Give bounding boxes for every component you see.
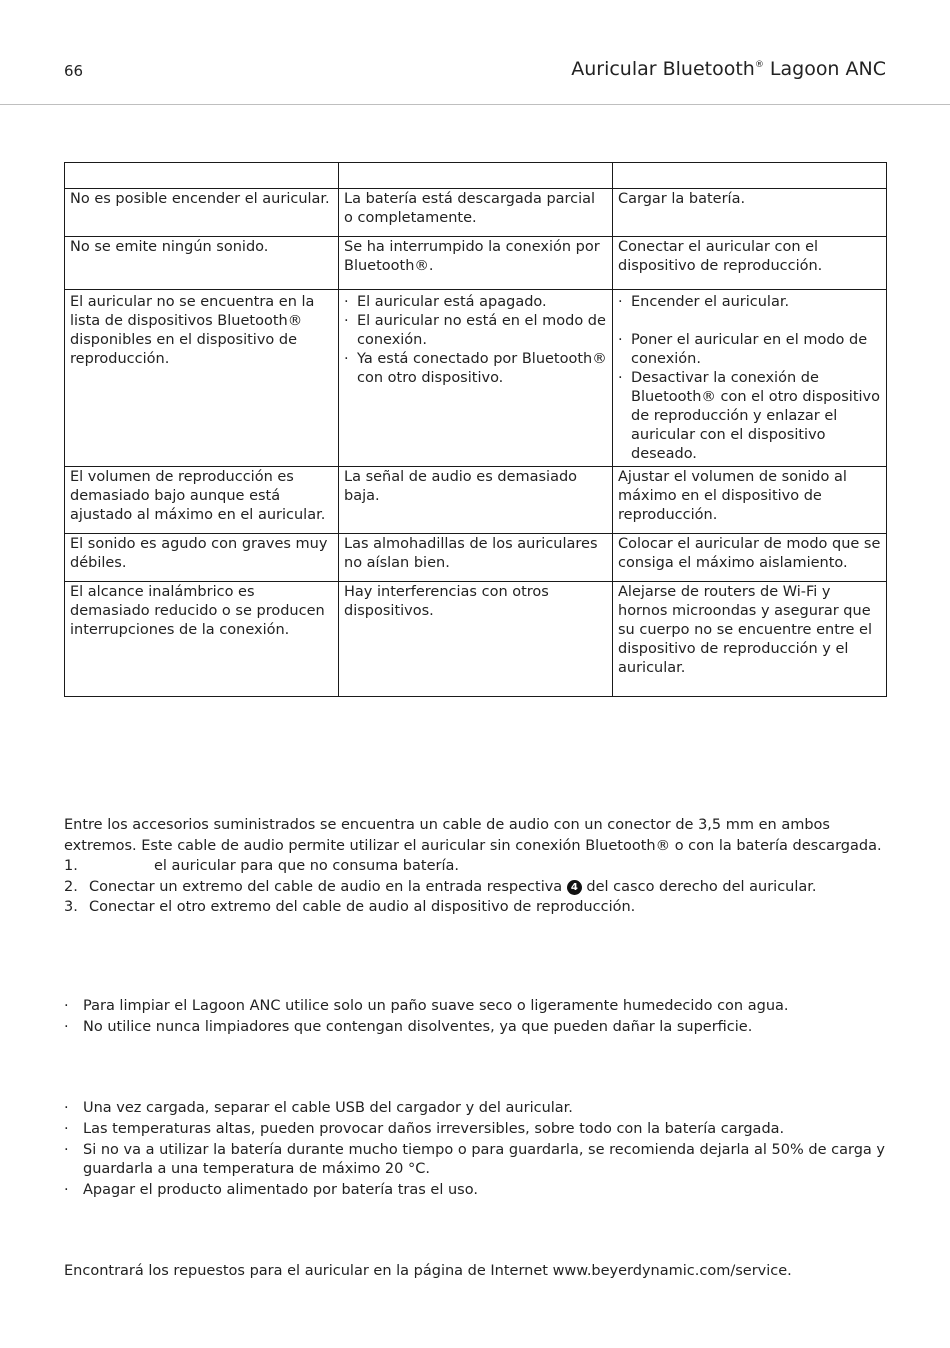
list-item: · Encender el auricular. — [618, 293, 881, 312]
header-cell-solution — [613, 163, 887, 189]
list-item: · Una vez cargada, separar el cable USB del cargador y del auricular. — [64, 1099, 886, 1118]
solution-cell: Ajustar el volumen de sonido al máximo en el dispositivo de reproducción. — [613, 467, 887, 534]
list-item: · No utilice nunca limpiadores que contengan disolventes, ya que pueden dañar la superficie. — [64, 1018, 886, 1037]
solution-list — [618, 293, 881, 464]
step-text: Conectar el otro extremo del cable de audio al dispositivo de reproducción. — [89, 899, 636, 915]
cleaning-list — [64, 997, 886, 1037]
step-text: Conectar un extremo del cable de audio en la entrada respectiva — [89, 878, 563, 895]
cause-cell: La señal de audio es demasiado baja. — [339, 467, 613, 534]
connector-number-badge: 4 — [567, 880, 582, 895]
audio-cable-intro: Entre los accesorios suministrados se encuentra un cable de audio con un conector de 3,5 mm en ambos extremos. Este cable de audio permite utilizar el auricular sin conexión Bluetooth® o con la batería descargada. — [64, 817, 882, 854]
header-cell-cause — [339, 163, 613, 189]
list-item: · Poner el auricular en el modo de conexión. — [618, 331, 881, 369]
solution-cell: Colocar el auricular de modo que se consiga el máximo aislamiento. — [613, 534, 887, 582]
step-text: el auricular para que no consuma batería. — [154, 858, 459, 874]
document-title-model: Lagoon ANC — [763, 58, 886, 80]
cause-cell: Se ha interrumpido la conexión por Bluetooth®. — [339, 237, 613, 290]
list-item — [64, 897, 886, 918]
step-number: 1. — [64, 858, 78, 874]
table-row — [65, 237, 887, 290]
spare-parts-section — [64, 1262, 886, 1281]
cause-cell — [339, 290, 613, 467]
problem-cell: El alcance inalámbrico es demasiado reducido o se producen interrupciones de la conexión. — [65, 582, 339, 697]
problem-cell: El volumen de reproducción es demasiado bajo aunque está ajustado al máximo en el auricular. — [65, 467, 339, 534]
audio-cable-section — [64, 815, 886, 918]
solution-cell: Conectar el auricular con el dispositivo de reproducción. — [613, 237, 887, 290]
document-title-main: Auricular Bluetooth — [571, 58, 755, 80]
list-item — [64, 877, 886, 898]
problem-cell: No se emite ningún sonido. — [65, 237, 339, 290]
table-row — [65, 582, 887, 697]
header-divider — [0, 104, 950, 105]
list-item: · Apagar el producto alimentado por batería tras el uso. — [64, 1181, 886, 1200]
table-row — [65, 189, 887, 237]
list-item: · Las temperaturas altas, pueden provocar daños irreversibles, sobre todo con la batería cargada. — [64, 1120, 886, 1139]
spare-parts-text: Encontrará los repuestos para el auricular en la página de Internet www.beyerdynamic.com/service. — [64, 1263, 792, 1279]
list-item: · Ya está conectado por Bluetooth® con otro dispositivo. — [344, 350, 607, 388]
document-title — [571, 57, 886, 81]
table-row — [65, 290, 887, 467]
cleaning-section — [64, 997, 886, 1039]
battery-section — [64, 1099, 886, 1202]
problem-cell: No es posible encender el auricular. — [65, 189, 339, 237]
problem-cell: El sonido es agudo con graves muy débiles. — [65, 534, 339, 582]
battery-list — [64, 1099, 886, 1200]
cause-cell: Hay interferencias con otros dispositivos. — [339, 582, 613, 697]
list-item: · Desactivar la conexión de Bluetooth® con el otro dispositivo de reproducción y enlazar el auricular con el dispositivo deseado. — [618, 369, 881, 464]
cause-cell: La batería está descargada parcial o completamente. — [339, 189, 613, 237]
table-row — [65, 534, 887, 582]
list-item: · El auricular está apagado. — [344, 293, 607, 312]
header-cell-problem — [65, 163, 339, 189]
table-row — [65, 467, 887, 534]
solution-cell: Cargar la batería. — [613, 189, 887, 237]
step-number: 2. — [64, 878, 78, 895]
audio-cable-steps — [64, 856, 886, 918]
table-header-row — [65, 163, 887, 189]
list-item: · El auricular no está en el modo de conexión. — [344, 312, 607, 350]
solution-cell: Alejarse de routers de Wi-Fi y hornos microondas y asegurar que su cuerpo no se encuentre entre el dispositivo de reproducción y el auricular. — [613, 582, 887, 697]
step-text-end: del casco derecho del auricular. — [586, 878, 817, 895]
list-item — [64, 856, 886, 877]
registered-mark: ® — [754, 60, 764, 70]
cause-cell: Las almohadillas de los auriculares no aíslan bien. — [339, 534, 613, 582]
list-item: · Para limpiar el Lagoon ANC utilice solo un paño suave seco o ligeramente humedecido con agua. — [64, 997, 886, 1016]
troubleshooting-table — [64, 162, 887, 697]
list-item: · Si no va a utilizar la batería durante mucho tiempo o para guardarla, se recomienda dejarla al 50% de carga y guardarla a una temperatura de máximo 20 °C. — [64, 1141, 886, 1179]
step-number: 3. — [64, 899, 78, 915]
problem-cell: El auricular no se encuentra en la lista de dispositivos Bluetooth® disponibles en el dispositivo de reproducción. — [65, 290, 339, 467]
solution-cell — [613, 290, 887, 467]
cause-list — [344, 293, 607, 388]
page-number: 66 — [64, 62, 84, 80]
